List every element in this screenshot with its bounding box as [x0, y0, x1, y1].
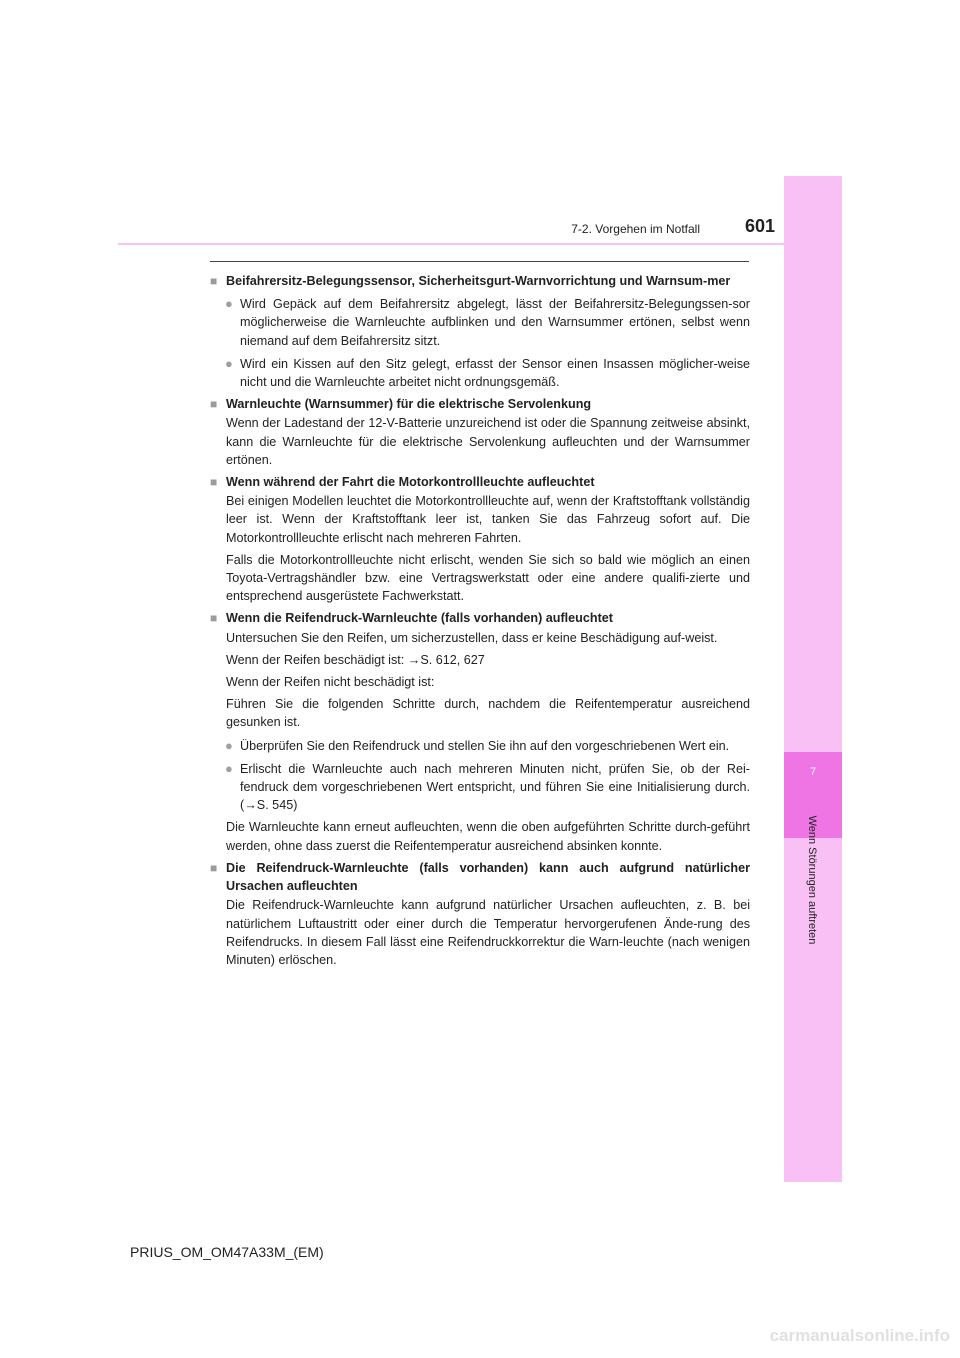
body-paragraph: Wenn der Reifen nicht beschädigt ist: — [226, 675, 435, 690]
bullet-item: ● Wird ein Kissen auf den Sitz gelegt, erfasst der Sensor einen Insassen möglicher-weise nicht und die Warnleuchte arbeitet nicht ordnungsgemäß. — [225, 355, 750, 390]
chapter-side-tab — [784, 176, 842, 1182]
bullet-item: ● Überprüfen Sie den Reifendruck und stellen Sie ihn auf den vorgeschriebenen Wert ein. — [210, 737, 750, 755]
body-paragraph: Bei einigen Modellen leuchtet die Motorkontrollleuchte auf, wenn der Kraftstofftank vollständig leer ist. Wenn der Kraftstofftank leer ist, tanken Sie das Fahrzeug sofort auf. Die Motorkontrollleuchte erlischt nach mehreren Fahrten. — [226, 494, 750, 545]
circle-bullet-icon: ● — [225, 296, 233, 312]
header-divider — [118, 243, 842, 245]
body-paragraph: Führen Sie die folgenden Schritte durch, nachdem die Reifentemperatur ausreichend gesunken ist. — [226, 697, 750, 730]
square-bullet-icon: ■ — [210, 860, 218, 875]
body-paragraph: Falls die Motorkontrollleuchte nicht erlischt, wenden Sie sich so bald wie möglich an einen Toyota-Vertragshändler bzw. eine Vertragswerkstatt oder eine andere qualifi-zierte und entsprechend ausgerüstete Fachwerkstatt. — [226, 552, 750, 604]
chapter-title-vertical: Wenn Störungen auftreten — [806, 815, 818, 945]
section-heading: ■ Warnleuchte (Warnsummer) für die elektrische Servolenkung — [210, 395, 750, 413]
content-top-rule — [210, 261, 749, 262]
body-paragraph: Die Warnleuchte kann erneut aufleuchten, wenn die oben aufgeführten Schritte durch-geführt werden, ohne dass zuerst die Reifentemperatur ausreichend absinken konnte. — [226, 820, 750, 853]
main-content — [210, 268, 750, 969]
body-paragraph: Untersuchen Sie den Reifen, um sicherzustellen, dass er keine Beschädigung auf-weist. — [226, 630, 718, 645]
square-bullet-icon: ■ — [210, 274, 218, 288]
body-paragraph: Wenn der Ladestand der 12-V-Batterie unzureichend ist oder die Spannung zeitweise absinkt, kann die Warnleuchte für die elektrische Servolenkung aufleuchten und der Warnsummer ertönen. — [226, 416, 750, 467]
page-number: 601 — [744, 216, 775, 236]
section-heading: ■ Die Reifendruck-Warnleuchte (falls vorhanden) kann auch aufgrund natürlicher Ursachen aufleuchten — [210, 860, 750, 894]
circle-bullet-icon: ● — [225, 760, 233, 776]
circle-bullet-icon: ● — [225, 737, 233, 753]
header-section-title: 7-2. Vorgehen im Notfall — [571, 222, 700, 236]
bullet-item: ● Erlischt die Warnleuchte auch nach mehreren Minuten nicht, prüfen Sie, ob der Rei-fendruck dem vorgeschriebenen Wert entspricht, und führen Sie eine Initialisierung durch. (→S. 545) — [225, 760, 750, 813]
square-bullet-icon: ■ — [210, 475, 218, 490]
page-reference: Wenn der Reifen beschädigt ist: →S. 612, 627 — [226, 652, 485, 667]
body-paragraph: Die Reifendruck-Warnleuchte kann aufgrund natürlicher Ursachen aufleuchten, z. B. bei natürlichem Luftaustritt oder einer durch die Temperatur hervorgerufenen Ände-rung des Reifendrucks. In diesem Fall lässt eine Reifendruckkorrektur die Warn-leuchte (nach wenigen Minuten) erlöschen. — [226, 898, 750, 967]
chapter-number: 7 — [809, 766, 817, 778]
square-bullet-icon: ■ — [210, 397, 218, 412]
section-heading: ■ Wenn während der Fahrt die Motorkontrollleuchte aufleuchtet — [210, 473, 750, 491]
circle-bullet-icon: ● — [225, 355, 233, 371]
document-code: PRIUS_OM_OM47A33M_(EM) — [130, 1244, 324, 1260]
square-bullet-icon: ■ — [210, 611, 218, 626]
section-heading: ■ Beifahrersitz-Belegungssensor, Sicherheitsgurt-Warnvorrichtung und Warnsum-mer — [210, 272, 750, 290]
watermark: carmanualsonline.info — [769, 1326, 950, 1345]
bullet-item: ● Wird Gepäck auf dem Beifahrersitz abgelegt, lässt der Beifahrersitz-Belegungssen-sor möglicherweise die Warnleuchte aufblinken und den Warnsummer ertönen, selbst wenn niemand auf dem Beifahrersitz sitzt. — [225, 296, 750, 348]
section-heading: ■ Wenn die Reifendruck-Warnleuchte (falls vorhanden) aufleuchtet — [210, 609, 750, 627]
